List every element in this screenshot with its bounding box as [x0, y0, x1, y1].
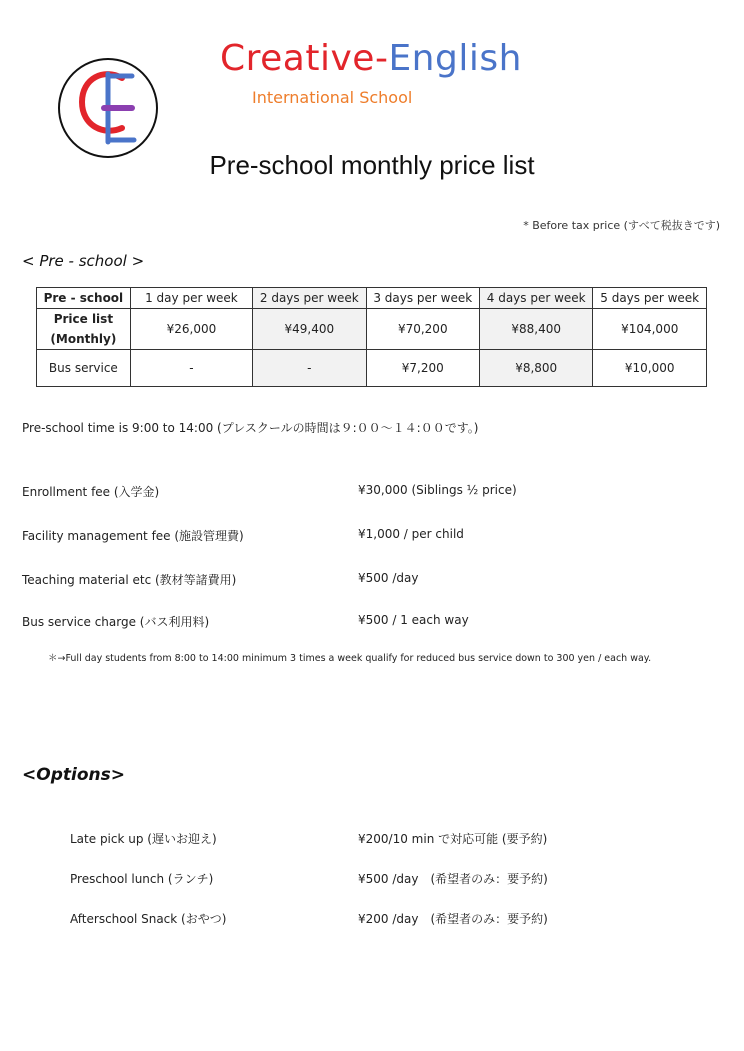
price-cell: ¥49,400 — [253, 309, 366, 350]
price-list-label-line: Price list — [53, 312, 114, 326]
fee-label: Teaching material etc (教材等諸費用) — [22, 573, 237, 587]
brand-part-creative: Creative — [220, 38, 375, 79]
table-row-bus — [37, 350, 707, 387]
price-cell: ¥88,400 — [479, 309, 592, 350]
fee-value: ¥30,000 (Siblings ½ price) — [358, 483, 517, 497]
fee-label: Facility management fee (施設管理費) — [22, 529, 244, 543]
option-value: ¥200 /day (希望者のみ：要予約) — [358, 912, 548, 926]
brand-subtitle: International School — [252, 88, 413, 107]
bus-cell: ¥10,000 — [593, 350, 707, 387]
column-header: 3 days per week — [366, 288, 479, 309]
preschool-heading: < Pre - school > — [22, 252, 145, 270]
price-cell: ¥104,000 — [593, 309, 707, 350]
price-cell: ¥26,000 — [130, 309, 252, 350]
bus-service-label: Bus service — [37, 350, 131, 387]
option-label: Afterschool Snack (おやつ) — [70, 912, 227, 926]
fee-label: Enrollment fee (入学金) — [22, 485, 160, 499]
option-label: Preschool lunch (ランチ) — [70, 872, 214, 886]
option-value: ¥200/10 min で対応可能 (要予約) — [358, 832, 548, 846]
corner-label-preschool: Pre - school — [37, 288, 131, 309]
fee-value: ¥1,000 / per child — [358, 527, 464, 541]
tax-note: * Before tax price (すべて税抜きです) — [523, 219, 720, 232]
bus-cell: ¥7,200 — [366, 350, 479, 387]
fee-value: ¥500 /day — [358, 571, 419, 585]
brand-part-english: English — [388, 38, 522, 79]
table-row-price — [37, 309, 707, 350]
bus-footnote: ＊→Full day students from 8:00 to 14:00 minimum 3 times a week qualify for reduced bus service down to 300 yen / each way. — [48, 653, 652, 664]
brand-name — [220, 38, 522, 79]
page-title: Pre-school monthly price list — [209, 150, 535, 180]
ce-monogram-icon — [60, 60, 156, 156]
price-table — [36, 287, 707, 387]
fee-value: ¥500 / 1 each way — [358, 613, 469, 627]
preschool-time-note: Pre-school time is 9:00 to 14:00 (プレスクールの時間は９:００～１４:００です。) — [22, 421, 479, 435]
bus-cell: - — [130, 350, 252, 387]
column-header: 5 days per week — [593, 288, 707, 309]
brand-dash: - — [374, 38, 389, 79]
bus-cell: - — [253, 350, 366, 387]
option-value: ¥500 /day (希望者のみ：要予約) — [358, 872, 548, 886]
school-logo — [58, 58, 158, 158]
price-list-label — [37, 309, 131, 350]
bus-cell: ¥8,800 — [479, 350, 592, 387]
price-cell: ¥70,200 — [366, 309, 479, 350]
fee-label: Bus service charge (バス利用料) — [22, 615, 210, 629]
option-label: Late pick up (遅いお迎え) — [70, 832, 217, 846]
column-header: 1 day per week — [130, 288, 252, 309]
price-list-label-line: (Monthly) — [50, 332, 117, 346]
options-heading: <Options> — [22, 765, 125, 785]
column-header: 2 days per week — [253, 288, 366, 309]
column-header: 4 days per week — [479, 288, 592, 309]
table-header-row — [37, 288, 707, 309]
